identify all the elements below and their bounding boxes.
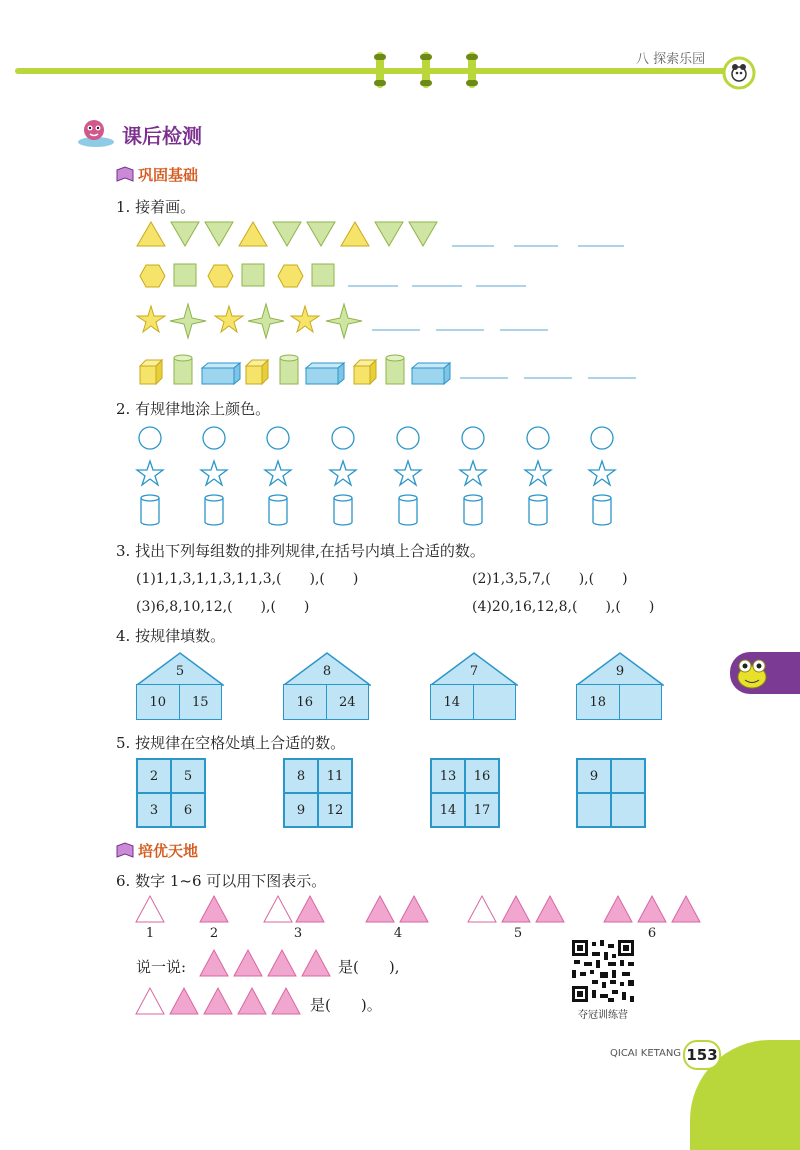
house-left-cell: 14 bbox=[431, 685, 474, 719]
coloring-pattern bbox=[134, 424, 634, 532]
subsection-title: 培优天地 bbox=[138, 842, 199, 860]
panda-emblem-icon bbox=[722, 56, 756, 90]
sequence-item: (2)1,3,5,7,( ),( ) bbox=[472, 571, 628, 587]
book-icon bbox=[116, 166, 134, 182]
grid-cell-blank[interactable] bbox=[611, 793, 645, 827]
grid-cell: 9 bbox=[577, 759, 611, 793]
grid-cell-blank[interactable] bbox=[577, 793, 611, 827]
subsection-title: 巩固基础 bbox=[138, 166, 199, 184]
grid-cell: 5 bbox=[171, 759, 205, 793]
section-title: 课后检测 bbox=[122, 124, 202, 148]
answer-blank[interactable]: 是( )。 bbox=[310, 996, 382, 1014]
triangle-group bbox=[134, 986, 312, 1016]
grid-cell-blank[interactable] bbox=[611, 759, 645, 793]
house-right-cell[interactable] bbox=[620, 685, 662, 719]
house-left-cell: 18 bbox=[577, 685, 620, 719]
ring-binder-icon bbox=[468, 52, 476, 88]
number-grid bbox=[576, 758, 646, 828]
grid-cell: 17 bbox=[465, 793, 499, 827]
question-5: 5. 按规律在空格处填上合适的数。 bbox=[116, 734, 346, 752]
chapter-title: 八 探索乐园 bbox=[636, 52, 706, 67]
house-right-cell: 24 bbox=[338, 694, 356, 710]
grid-cell: 16 bbox=[465, 759, 499, 793]
question-4: 4. 按规律填数。 bbox=[116, 627, 226, 645]
qr-code-icon[interactable] bbox=[572, 940, 634, 1002]
number-house bbox=[136, 652, 224, 720]
house-roof-number: 7 bbox=[469, 664, 479, 679]
frog-icon bbox=[734, 655, 770, 691]
question-2: 2. 有规律地涂上颜色。 bbox=[116, 400, 271, 418]
sequence-item: (1)1,1,3,1,1,3,1,1,3,( ),( ) bbox=[136, 571, 359, 587]
number-house bbox=[283, 652, 371, 720]
number-house bbox=[576, 652, 664, 720]
say-label: 说一说: bbox=[136, 958, 187, 976]
triangle-number-code bbox=[134, 894, 714, 924]
code-label: 3 bbox=[293, 926, 303, 941]
grid-cell: 8 bbox=[284, 759, 318, 793]
pattern-shapes bbox=[134, 218, 654, 388]
code-label: 5 bbox=[513, 926, 523, 941]
grid-cell: 13 bbox=[431, 759, 465, 793]
house-roof-number: 8 bbox=[322, 664, 332, 679]
number-grid bbox=[136, 758, 206, 828]
grid-cell: 14 bbox=[431, 793, 465, 827]
code-label: 2 bbox=[209, 926, 219, 941]
question-1: 1. 接着画。 bbox=[116, 198, 196, 216]
sequence-item: (4)20,16,12,8,( ),( ) bbox=[472, 599, 655, 615]
code-label: 4 bbox=[393, 926, 403, 941]
code-label: 1 bbox=[145, 926, 155, 941]
footer-brand: QICAI KETANG bbox=[610, 1048, 682, 1059]
sequence-item: (3)6,8,10,12,( ),( ) bbox=[136, 599, 310, 615]
answer-blank[interactable]: 是( ), bbox=[338, 958, 400, 976]
grid-cell: 3 bbox=[137, 793, 171, 827]
grid-cell: 12 bbox=[318, 793, 352, 827]
grid-cell: 11 bbox=[318, 759, 352, 793]
house-roof-number: 5 bbox=[175, 664, 185, 679]
qr-caption: 夺冠训练营 bbox=[578, 1010, 628, 1021]
code-label: 6 bbox=[647, 926, 657, 941]
house-right-cell[interactable] bbox=[474, 685, 516, 719]
grid-cell: 6 bbox=[171, 793, 205, 827]
house-roof-number: 9 bbox=[615, 664, 625, 679]
number-grid bbox=[283, 758, 353, 828]
number-house bbox=[430, 652, 518, 720]
triangle-group bbox=[198, 948, 338, 978]
mascot-icon bbox=[76, 116, 116, 150]
house-right-cell: 15 bbox=[191, 694, 209, 710]
number-grid bbox=[430, 758, 500, 828]
book-icon bbox=[116, 842, 134, 858]
ring-binder-icon bbox=[422, 52, 430, 88]
house-left-cell: 16 bbox=[284, 685, 327, 719]
house-left-cell: 10 bbox=[137, 685, 180, 719]
ring-binder-icon bbox=[376, 52, 384, 88]
grid-cell: 2 bbox=[137, 759, 171, 793]
question-6: 6. 数字 1~6 可以用下图表示。 bbox=[116, 872, 327, 890]
page-number: 153 bbox=[683, 1040, 721, 1070]
grid-cell: 9 bbox=[284, 793, 318, 827]
question-3: 3. 找出下列每组数的排列规律,在括号内填上合适的数。 bbox=[116, 542, 485, 560]
